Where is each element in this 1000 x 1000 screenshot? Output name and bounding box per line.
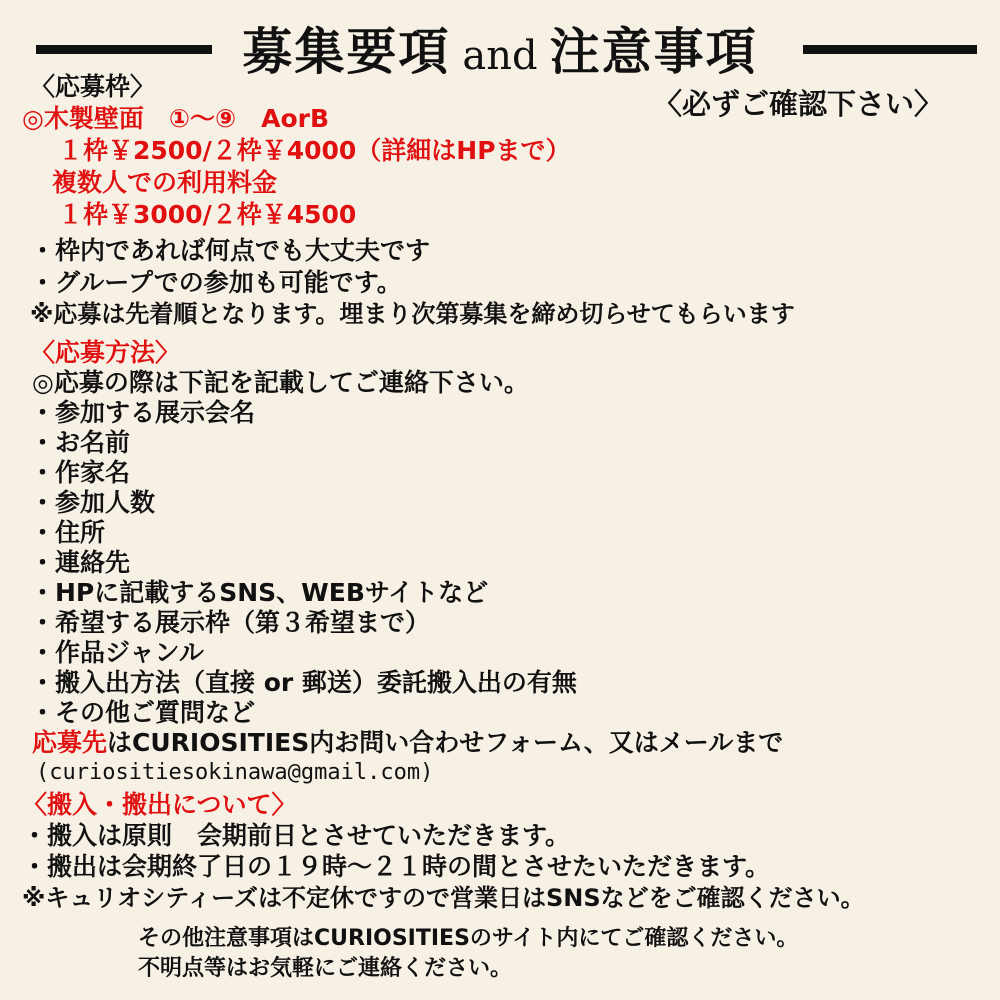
method-heading: 〈応募方法〉 <box>30 338 181 367</box>
method-item: ・住所 <box>30 518 106 547</box>
method-item: ・搬入出方法（直接 or 郵送）委託搬入出の有無 <box>30 668 577 697</box>
frame-multi-label: 複数人での利用料金 <box>52 168 278 197</box>
method-item: ・作家名 <box>30 458 131 487</box>
contact-label: 応募先 <box>32 728 108 757</box>
method-item: ・作品ジャンル <box>30 638 204 667</box>
footer-line: 不明点等はお気軽にご連絡ください。 <box>138 956 513 981</box>
delivery-heading: 〈搬入・搬出について〉 <box>22 790 297 819</box>
footer-line: その他注意事項はCURIOSITIESのサイト内にてご確認ください。 <box>138 926 799 951</box>
method-item: ・HPに記載するSNS、WEBサイトなど <box>30 578 489 607</box>
method-intro: ◎応募の際は下記を記載してご連絡下さい。 <box>32 368 529 397</box>
frame-price-multi: １枠￥3000/２枠￥4500 <box>58 200 357 229</box>
method-item: ・お名前 <box>30 428 131 457</box>
must-read-note: 〈必ずご確認下さい〉 <box>653 87 944 121</box>
method-item: ・参加する展示会名 <box>30 398 256 427</box>
title-notes: 注意事項 <box>549 22 758 81</box>
method-item: ・参加人数 <box>30 488 156 517</box>
delivery-item: ※キュリオシティーズは不定休ですので営業日はSNSなどをご確認ください。 <box>22 884 865 912</box>
delivery-item: ・搬出は会期終了日の１９時〜２１時の間とさせたいただきます。 <box>22 852 771 881</box>
title-and: and <box>462 33 538 79</box>
frame-note: ・グループでの参加も可能です。 <box>30 268 402 297</box>
frame-heading: 〈応募枠〉 <box>30 72 156 101</box>
contact-email[interactable]: (curiositiesokinawa@gmail.com) <box>36 760 434 785</box>
delivery-item: ・搬入は原則 会期前日とさせていただきます。 <box>22 821 571 850</box>
method-item: ・連絡先 <box>30 548 131 577</box>
frame-price-single: １枠￥2500/２枠￥4000（詳細はHPまで） <box>58 136 571 165</box>
method-item: ・その他ご質問など <box>30 698 256 727</box>
title-recruitment: 募集要項 <box>242 22 451 81</box>
contact-text: はCURIOSITIES内お問い合わせフォーム、又はメールまで <box>107 728 784 757</box>
method-item: ・希望する展示枠（第３希望まで） <box>30 608 431 637</box>
frame-note: ※応募は先着順となります。埋まり次第募集を締め切らせてもらいます <box>30 300 795 328</box>
frame-item-title: ◎木製壁面 ①〜⑨ AorB <box>22 104 330 133</box>
frame-note: ・枠内であれば何点でも大丈夫です <box>30 236 431 265</box>
contact-line <box>32 728 783 758</box>
